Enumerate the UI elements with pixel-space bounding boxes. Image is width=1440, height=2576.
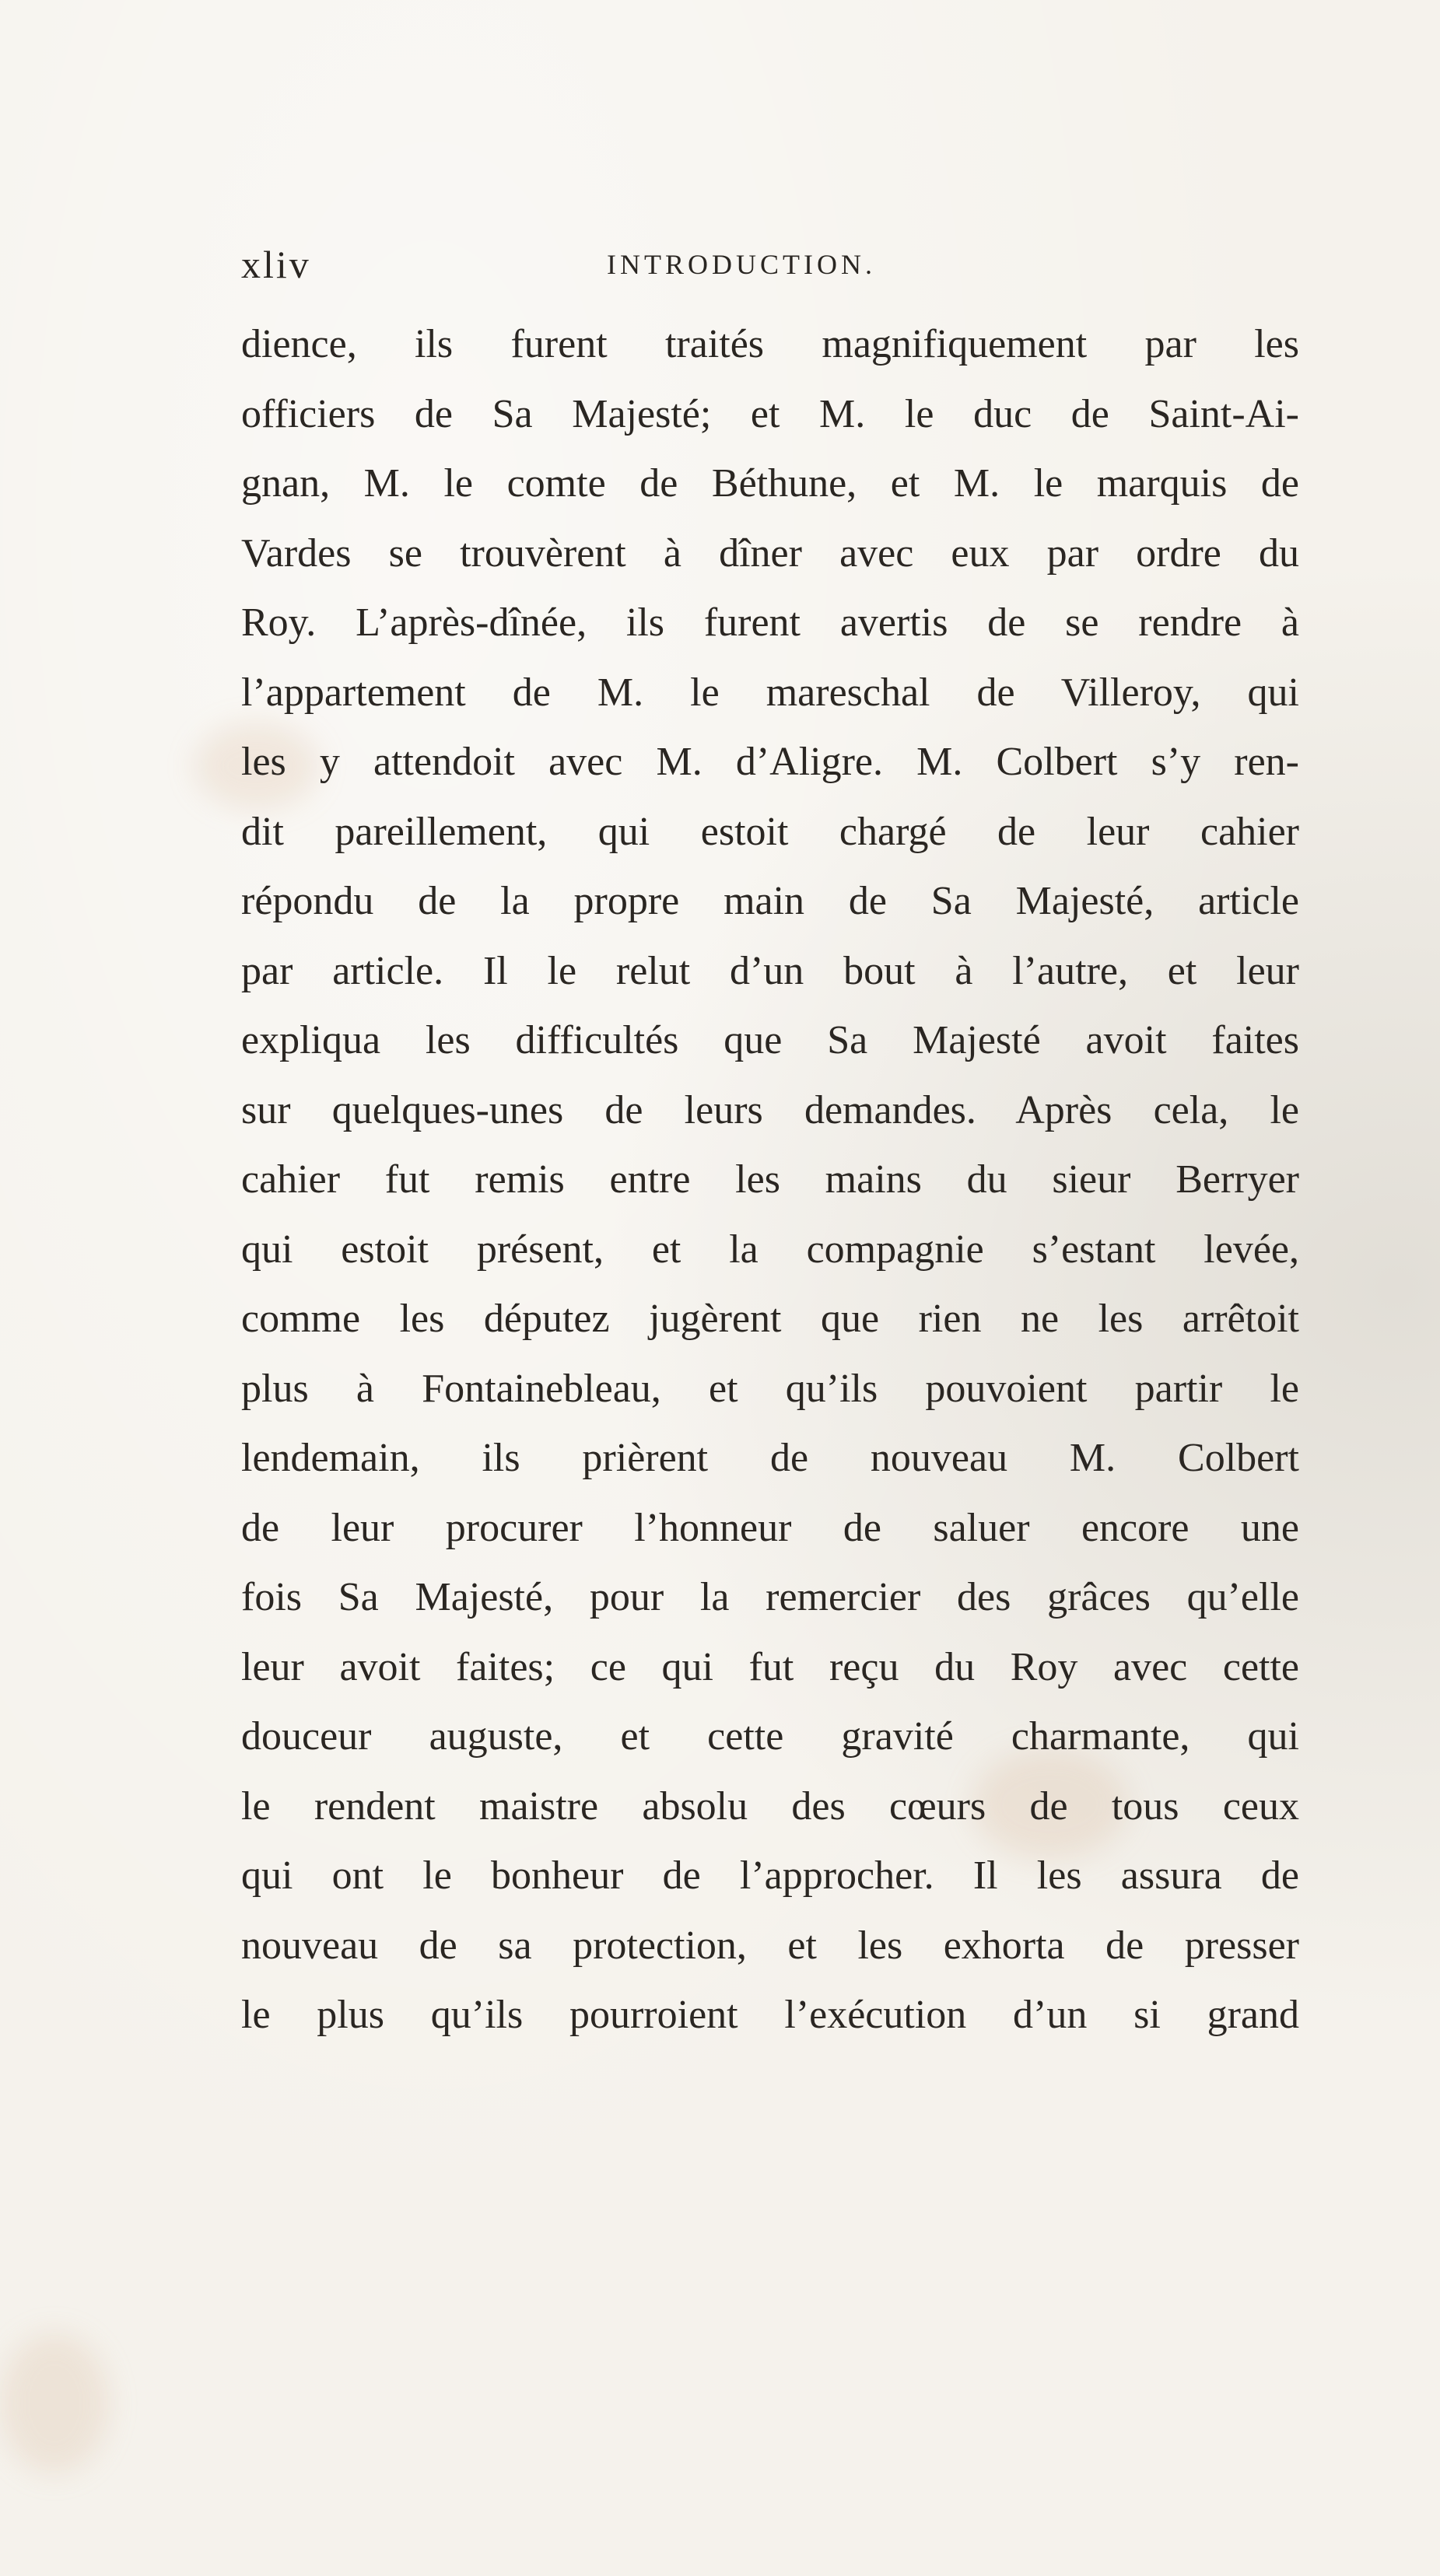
text-line: de leur procurer l’honneur de saluer encore une (241, 1505, 1299, 1550)
text-line: officiers de Sa Majesté; et M. le duc de Saint-Ai- (241, 391, 1299, 436)
text-line: gnan, M. le comte de Béthune, et M. le marquis de (241, 461, 1299, 506)
text-line: sur quelques-unes de leurs demandes. Après cela, le (241, 1087, 1299, 1132)
text-line: Roy. L’après-dînée, ils furent avertis de se rendre à (241, 600, 1299, 645)
text-line: cahier fut remis entre les mains du sieur Berryer (241, 1157, 1299, 1202)
page-number: xliv (241, 243, 311, 286)
text-line: dit pareillement, qui estoit chargé de leur cahier (241, 809, 1299, 854)
text-line: leur avoit faites; ce qui fut reçu du Roy avec cette (241, 1644, 1299, 1689)
text-line: les y attendoit avec M. d’Aligre. M. Colbert s’y ren- (241, 740, 1299, 784)
text-line: comme les députez jugèrent que rien ne les arrêtoit (241, 1297, 1299, 1341)
text-line: par article. Il le relut d’un bout à l’autre, et leur (241, 948, 1299, 993)
text-line: qui ont le bonheur de l’approcher. Il les assura de (241, 1853, 1299, 1898)
text-line: douceur auguste, et cette gravité charmante, qui (241, 1714, 1299, 1759)
body-text (241, 310, 1299, 2050)
text-line: le rendent maistre absolu des cœurs de tous ceux (241, 1783, 1299, 1829)
text-line: l’appartement de M. le mareschal de Villeroy, qui (241, 670, 1299, 715)
text-line: expliqua les difficultés que Sa Majesté avoit faites (241, 1018, 1299, 1062)
text-line: fois Sa Majesté, pour la remercier des grâces qu’elle (241, 1575, 1299, 1619)
text-line: répondu de la propre main de Sa Majesté, article (241, 879, 1299, 923)
page-header (241, 233, 1299, 296)
running-head: INTRODUCTION. (607, 249, 876, 280)
text-line: lendemain, ils prièrent de nouveau M. Colbert (241, 1436, 1299, 1480)
text-line: dience, ils furent traités magnifiquement par les (241, 322, 1299, 366)
text-line: Vardes se trouvèrent à dîner avec eux par ordre du (241, 530, 1299, 576)
text-line: nouveau de sa protection, et les exhorta de presser (241, 1923, 1299, 1968)
text-line: plus à Fontainebleau, et qu’ils pouvoient partir le (241, 1366, 1299, 1411)
foxing-stain (0, 2333, 109, 2473)
text-line: le plus qu’ils pourroient l’exécution d’un si grand (241, 1993, 1299, 2037)
text-line: qui estoit présent, et la compagnie s’estant levée, (241, 1227, 1299, 1272)
